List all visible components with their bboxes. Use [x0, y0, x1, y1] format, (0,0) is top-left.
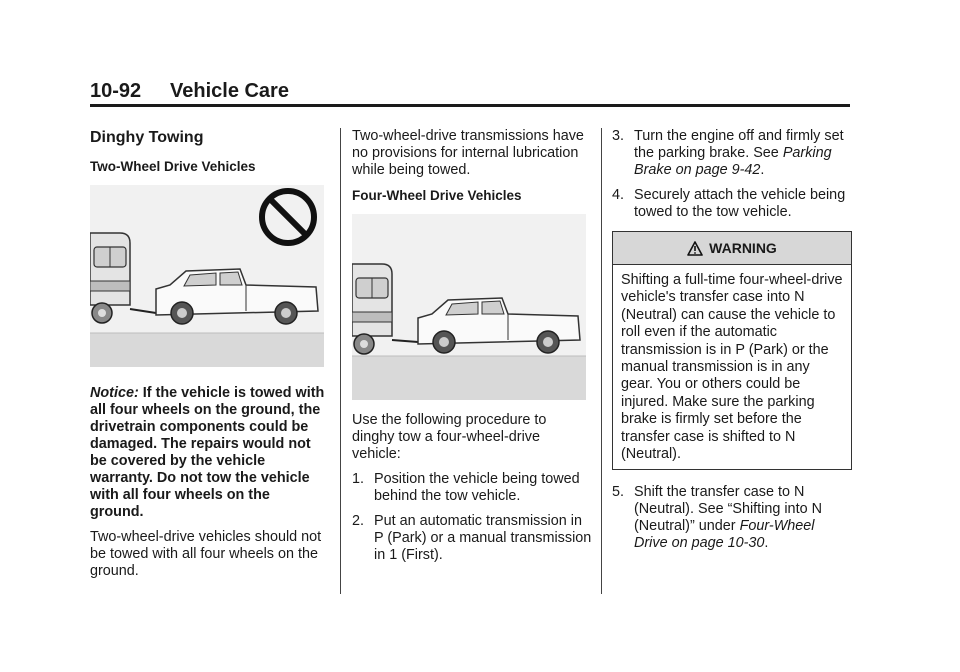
column-3 — [612, 128, 852, 560]
warning-box — [612, 231, 852, 470]
warning-title: WARNING — [709, 239, 777, 256]
step-3 — [612, 128, 852, 179]
notice-text: If the vehicle is towed with all four wheels on the ground, the drivetrain components could be damaged. The repairs would not be covered by the vehicle warranty. Do not tow the vehicle with all four wheels on the ground. — [90, 385, 325, 520]
column-divider-1 — [340, 128, 341, 594]
four-wheel-drive-heading: Four-Wheel Drive Vehicles — [352, 188, 522, 203]
warning-header — [613, 232, 851, 265]
procedure-intro-paragraph: Use the following procedure to dinghy tow a four-wheel-drive vehicle: — [352, 412, 547, 462]
step-1 — [352, 471, 592, 505]
step-text: Put an automatic transmission in P (Park) or a manual transmission in 1 (First). — [374, 513, 592, 563]
two-wheel-drive-heading: Two-Wheel Drive Vehicles — [90, 159, 256, 174]
step-number: 1. — [352, 471, 365, 487]
notice-label: Notice: — [90, 385, 139, 401]
step-2 — [352, 513, 592, 564]
warning-triangle-icon — [687, 241, 703, 256]
step-number: 5. — [612, 484, 625, 501]
lubrication-paragraph: Two-wheel-drive transmissions have no provisions for internal lubrication while being towed. — [352, 128, 584, 178]
step-text — [634, 484, 852, 552]
step-number: 3. — [612, 128, 625, 144]
step-number: 2. — [352, 513, 365, 529]
step-text: Securely attach the vehicle being towed to the tow vehicle. — [634, 187, 846, 220]
page-header — [90, 80, 850, 104]
step-3-end: . — [760, 162, 765, 178]
page-number: 10-92 — [90, 80, 142, 102]
step-5 — [612, 484, 852, 552]
four-wheel-drive-reference-link[interactable]: Four-Wheel Drive on page 10-30 — [634, 518, 815, 552]
step-5-text: Shift the transfer case to N (Neutral). See “Shifting into N (Neutral)” under — [634, 484, 822, 535]
step-text: Position the vehicle being towed behind the tow vehicle. — [374, 471, 580, 504]
step-number: 4. — [612, 187, 625, 203]
parking-brake-reference-link[interactable]: Parking Brake on page 9-42 — [634, 145, 832, 178]
section-title: Vehicle Care — [170, 80, 289, 102]
step-text — [634, 128, 852, 179]
dinghy-towing-heading: Dinghy Towing — [90, 129, 204, 146]
step-4 — [612, 187, 852, 221]
column-divider-2 — [601, 128, 602, 594]
header-rule — [90, 104, 850, 107]
column-2 — [352, 128, 592, 572]
column-1 — [90, 128, 326, 588]
notice-paragraph — [90, 385, 326, 521]
step-3-text: Turn the engine off and firmly set the parking brake. See — [634, 128, 844, 161]
two-wheel-drive-tow-illustration — [90, 185, 324, 367]
four-wheel-drive-tow-illustration — [352, 214, 586, 400]
step-5-end: . — [764, 535, 769, 552]
two-wheel-drive-paragraph: Two-wheel-drive vehicles should not be towed with all four wheels on the ground. — [90, 529, 322, 579]
warning-text: Shifting a full-time four-wheel-drive vehicle's transfer case into N (Neutral) can cause the vehicle to roll even if the automatic transmission is in P (Park) or the manual transmission is in any gear. You or others could be injured. Make sure the parking brake is firmly set before the transfer case is shifted to N (Neutral). — [621, 272, 843, 463]
